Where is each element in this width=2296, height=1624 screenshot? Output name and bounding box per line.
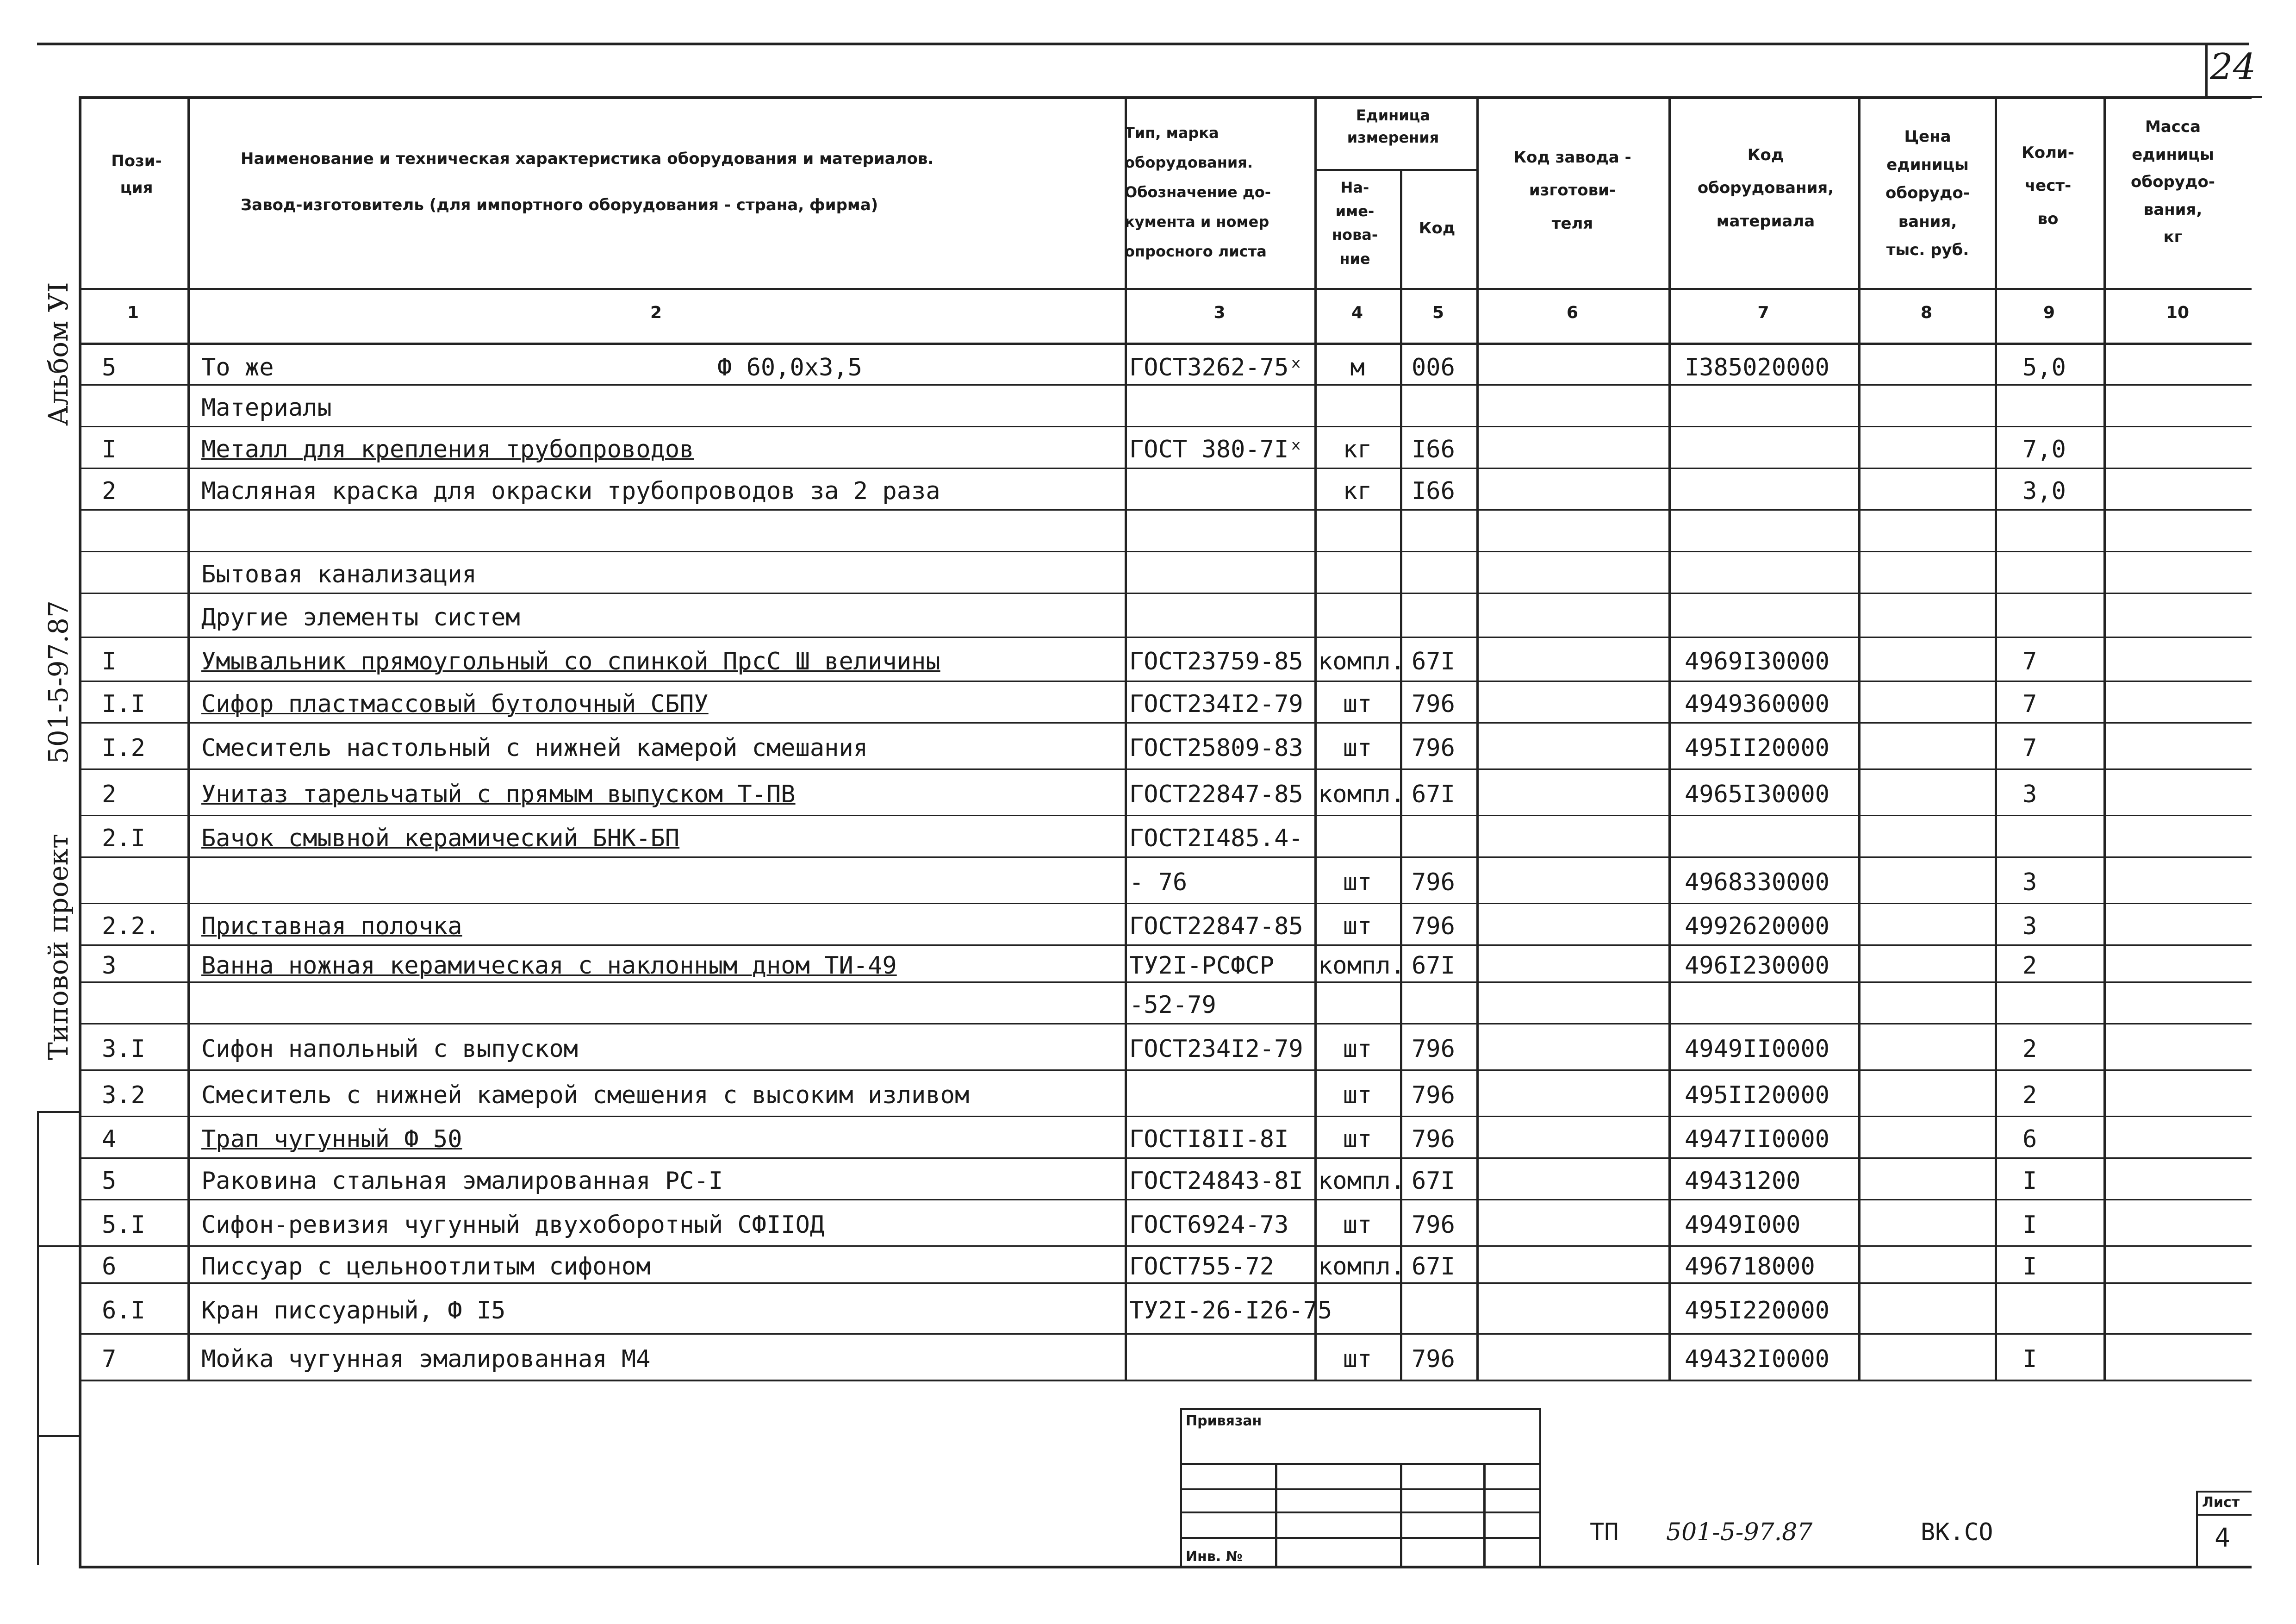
row-divider [79, 637, 2252, 638]
header-divider [79, 288, 2252, 290]
row-equipment-code: 49431200 [1685, 1167, 1801, 1195]
row-name: Материалы [201, 394, 332, 422]
unit-group-divider [1314, 169, 1476, 171]
row-unit: кг [1343, 477, 1372, 505]
row-equipment-code: 4949I000 [1685, 1211, 1801, 1239]
stamp-vline [1275, 1463, 1277, 1568]
row-equipment-code: 4969I30000 [1685, 648, 1830, 675]
row-unit-code: 67I [1412, 952, 1455, 980]
row-divider [79, 384, 2252, 386]
row-equipment-code: 4992620000 [1685, 912, 1830, 940]
header-mass: Масса единицы оборудо- вания, кг [2131, 118, 2215, 246]
row-document: ГОСТ25809-83 [1129, 734, 1303, 762]
row-unit: компл. [1318, 1253, 1405, 1280]
row-name: Раковина стальная эмалированная РС-I [201, 1167, 723, 1195]
row-document: ГОСТ234I2-79 [1129, 1035, 1303, 1063]
header-equipment-code: Код оборудования, материала [1697, 146, 1834, 231]
row-divider [79, 1116, 2252, 1117]
row-unit: кг [1343, 436, 1372, 463]
row-equipment-code: 49432I0000 [1685, 1345, 1830, 1373]
row-unit: шт [1343, 690, 1372, 718]
row-equipment-code: 4947II0000 [1685, 1125, 1830, 1153]
row-unit-code: 006 [1412, 354, 1455, 381]
row-document: ГОСТI8II-8I [1129, 1125, 1289, 1153]
row-divider [79, 1069, 2252, 1071]
row-unit-code: 67I [1412, 781, 1455, 808]
row-name: Масляная краска для окраски трубопроводов за 2 раза [201, 477, 940, 505]
column-divider [1400, 169, 1402, 1380]
row-position: 6 [102, 1253, 117, 1280]
header-doc: Тип, марка оборудования. Обозначение до- кумента и номер опросного листа [1125, 124, 1271, 260]
row-name: Писсуар с цельноотлитым сифоном [201, 1253, 651, 1280]
row-unit: компл. [1318, 952, 1405, 980]
row-name: Приставная полочка [201, 912, 462, 940]
stamp-line [1180, 1537, 1541, 1539]
row-position: 2.2. [102, 912, 160, 940]
row-divider [79, 1245, 2252, 1247]
row-position: 3.2 [102, 1081, 145, 1109]
stamp-line [1180, 1512, 1541, 1513]
header-price: Цена единицы оборудо- вания, тыс. руб. [1885, 127, 1970, 259]
row-name: Смеситель с нижней камерой смешения с высоким изливом [201, 1081, 970, 1109]
row-position: 5 [102, 1167, 117, 1195]
header-quantity: Коли- чест- во [2022, 144, 2074, 228]
sheet-value: 4 [2215, 1523, 2230, 1553]
row-position: 2.I [102, 824, 145, 852]
header-position: Пози- ция [111, 152, 162, 197]
header-name-line1: Наименование и техническая характеристика оборудования и материалов. [241, 150, 934, 168]
row-name: Сифон-ревизия чугунный двухоборотный СФIIОД [201, 1211, 825, 1239]
row-equipment-code: I385020000 [1685, 354, 1830, 381]
stamp-line [1180, 1463, 1541, 1465]
row-name: Другие элементы систем [201, 604, 520, 631]
row-quantity: 7 [2022, 690, 2037, 718]
row-unit: компл. [1318, 648, 1405, 675]
row-unit: м [1350, 354, 1365, 381]
row-unit-code: 796 [1412, 1081, 1455, 1109]
row-name: Металл для крепления трубопроводов [201, 436, 694, 463]
row-quantity: 2 [2022, 1081, 2037, 1109]
row-divider [79, 593, 2252, 594]
row-document: ГОСТ234I2-79 [1129, 690, 1303, 718]
row-name: Унитаз тарельчатый с прямым выпуском Т-ПВ [201, 781, 796, 808]
header-divider [79, 343, 2252, 345]
row-quantity: 3,0 [2022, 477, 2066, 505]
row-unit-code: 796 [1412, 1345, 1455, 1373]
row-quantity: 3 [2022, 912, 2037, 940]
row-unit: шт [1343, 1345, 1372, 1373]
row-equipment-code: 496718000 [1685, 1253, 1815, 1280]
row-name: Ванна ножная керамическая с наклонным дном ТИ-49 [201, 952, 897, 980]
row-divider [79, 509, 2252, 511]
table-bottom-line [79, 1380, 2252, 1381]
row-unit: шт [1343, 912, 1372, 940]
row-document: ГОСТ2I485.4- [1129, 824, 1303, 852]
column-number: 8 [1920, 303, 1933, 322]
row-document: ТУ2I-РСФСР [1129, 952, 1275, 980]
row-name: То же [201, 354, 274, 381]
row-unit: шт [1343, 734, 1372, 762]
stamp-privyazan: Привязан [1186, 1413, 1262, 1429]
column-number: 6 [1566, 303, 1579, 322]
row-divider [79, 903, 2252, 904]
row-unit-code: I66 [1412, 477, 1455, 505]
row-unit: компл. [1318, 781, 1405, 808]
side-label-code: 501-5-97.87 [43, 600, 74, 764]
row-position: I [102, 436, 117, 463]
row-position: 4 [102, 1125, 117, 1153]
row-unit-code: 796 [1412, 1211, 1455, 1239]
row-document: ГОСТ755-72 [1129, 1253, 1275, 1280]
row-position: 7 [102, 1345, 117, 1373]
row-document: ГОСТ6924-73 [1129, 1211, 1289, 1239]
stamp-vline [1483, 1463, 1486, 1568]
header-factory-code: Код завода - изготови- теля [1513, 148, 1631, 233]
row-unit-code: I66 [1412, 436, 1455, 463]
row-divider [79, 856, 2252, 858]
row-document: ГОСТ22847-85 [1129, 912, 1303, 940]
row-position: I [102, 648, 117, 675]
row-position: 5 [102, 354, 117, 381]
row-equipment-code: 495II20000 [1685, 734, 1830, 762]
row-unit: шт [1343, 868, 1372, 896]
row-unit-code: 796 [1412, 912, 1455, 940]
row-document: ГОСТ23759-85 [1129, 648, 1303, 675]
column-number: 10 [2165, 303, 2190, 322]
row-divider [79, 1157, 2252, 1159]
binding-strip [37, 1111, 79, 1565]
row-divider [79, 768, 2252, 770]
row-position: 3.I [102, 1035, 145, 1063]
row-document: - 76 [1129, 868, 1188, 896]
row-unit-code: 796 [1412, 734, 1455, 762]
sheet-label: Лист [2202, 1494, 2240, 1511]
row-unit: шт [1343, 1035, 1372, 1063]
row-unit-code: 796 [1412, 690, 1455, 718]
row-equipment-code: 496I230000 [1685, 952, 1830, 980]
row-unit: компл. [1318, 1167, 1405, 1195]
title-mark: ВК.СО [1921, 1518, 1993, 1546]
header-unit-code: Код [1419, 219, 1456, 237]
row-quantity: 2 [2022, 952, 2037, 980]
row-document: ТУ2I-26-I26-75 [1129, 1297, 1332, 1324]
row-unit-code: 67I [1412, 1253, 1455, 1280]
row-quantity: I [2022, 1253, 2037, 1280]
row-unit-code: 67I [1412, 1167, 1455, 1195]
row-equipment-code: 4949II0000 [1685, 1035, 1830, 1063]
stamp-vline [1400, 1463, 1402, 1568]
row-position: 5.I [102, 1211, 145, 1239]
row-name: Сифон напольный с выпуском [201, 1035, 578, 1063]
row-divider [79, 468, 2252, 469]
column-number: 4 [1351, 303, 1363, 322]
row-divider [79, 426, 2252, 427]
row-document: ГОСТ24843-8I [1129, 1167, 1303, 1195]
row-quantity: I [2022, 1167, 2037, 1195]
top-border-line [37, 43, 2249, 45]
row-document: ГОСТ3262-75ˣ [1129, 354, 1303, 381]
row-quantity: 7,0 [2022, 436, 2066, 463]
row-document: -52-79 [1129, 991, 1216, 1019]
row-document: ГОСТ22847-85 [1129, 781, 1303, 808]
side-label-project: Типовой проект [43, 834, 74, 1060]
row-equipment-code: 495II20000 [1685, 1081, 1830, 1109]
header-name-line2: Завод-изготовитель (для импортного оборудования - страна, фирма) [241, 196, 878, 214]
row-position: I.I [102, 690, 145, 718]
row-document: ГОСТ 380-7Iˣ [1129, 436, 1303, 463]
row-unit-code: 796 [1412, 1035, 1455, 1063]
row-position: I.2 [102, 734, 145, 762]
row-quantity: I [2022, 1211, 2037, 1239]
binding-strip-divider [37, 1435, 79, 1437]
row-position: 3 [102, 952, 117, 980]
row-quantity: 6 [2022, 1125, 2037, 1153]
row-quantity: 3 [2022, 781, 2037, 808]
sheet-box-divider [2196, 1514, 2252, 1516]
column-number: 3 [1213, 303, 1226, 322]
row-name: Трап чугунный Ф 50 [201, 1125, 462, 1153]
row-unit: шт [1343, 1211, 1372, 1239]
row-name: Кран писсуарный, Ф I5 [201, 1297, 506, 1324]
stamp-line [1180, 1488, 1541, 1490]
row-unit-code: 796 [1412, 1125, 1455, 1153]
row-divider [79, 551, 2252, 552]
row-quantity: 7 [2022, 648, 2037, 675]
row-quantity: 7 [2022, 734, 2037, 762]
title-code: 501-5-97.87 [1666, 1518, 1813, 1546]
row-equipment-code: 4949360000 [1685, 690, 1830, 718]
row-unit-code: 67I [1412, 648, 1455, 675]
row-quantity: I [2022, 1345, 2037, 1373]
row-divider [79, 722, 2252, 724]
row-divider [79, 981, 2252, 983]
row-divider [79, 815, 2252, 816]
row-name: Мойка чугунная эмалированная М4 [201, 1345, 651, 1373]
row-unit: шт [1343, 1081, 1372, 1109]
row-position: 2 [102, 781, 117, 808]
column-number: 2 [650, 303, 662, 322]
row-name: Бытовая канализация [201, 561, 477, 588]
row-name: Сифор пластмассовый бутолочный СБПУ [201, 690, 709, 718]
title-tp: ТП [1590, 1518, 1619, 1546]
row-quantity: 3 [2022, 868, 2037, 896]
side-label-album: Альбом УI [43, 282, 74, 426]
column-number: 1 [127, 303, 139, 322]
row-equipment-code: 4968330000 [1685, 868, 1830, 896]
header-unit-name: На- име- нова- ние [1332, 179, 1378, 268]
row-name-extra: Ф 60,0х3,5 [717, 354, 863, 381]
row-divider [79, 1199, 2252, 1200]
row-divider [79, 1333, 2252, 1335]
row-divider [79, 1023, 2252, 1024]
column-number: 5 [1432, 303, 1444, 322]
row-quantity: 5,0 [2022, 354, 2066, 381]
binding-strip-divider [37, 1245, 79, 1247]
row-unit-code: 796 [1412, 868, 1455, 896]
row-position: 2 [102, 477, 117, 505]
stamp-inventory: Инв. № [1186, 1549, 1243, 1565]
sheet-corner-number: 24 [2210, 46, 2256, 88]
column-number: 7 [1757, 303, 1769, 322]
row-divider [79, 944, 2252, 946]
row-quantity: 2 [2022, 1035, 2037, 1063]
column-number: 9 [2043, 303, 2055, 322]
header-unit-group: Единица измерения [1347, 106, 1439, 146]
row-equipment-code: 4965I30000 [1685, 781, 1830, 808]
row-position: 6.I [102, 1297, 145, 1324]
row-equipment-code: 495I220000 [1685, 1297, 1830, 1324]
row-name: Бачок смывной керамический БНК-БП [201, 824, 680, 852]
row-unit: шт [1343, 1125, 1372, 1153]
row-name: Смеситель настольный с нижней камерой смешания [201, 734, 868, 762]
row-divider [79, 681, 2252, 682]
row-name: Умывальник прямоугольный со спинкой ПрсС Ш величины [201, 648, 940, 675]
row-divider [79, 1282, 2252, 1284]
